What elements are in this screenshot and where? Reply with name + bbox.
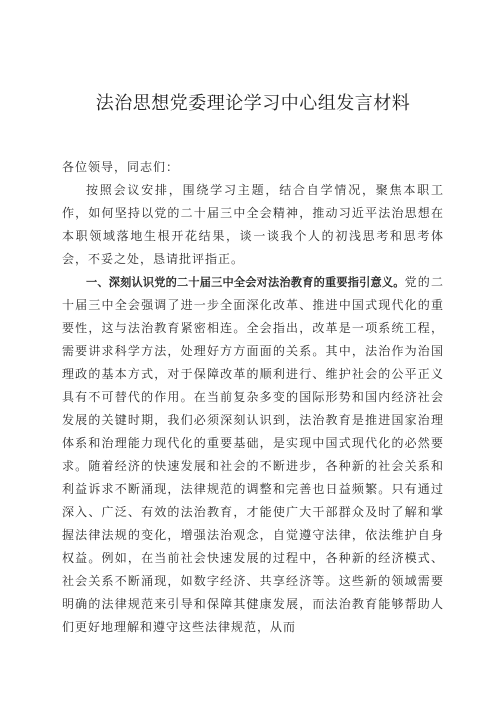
section-1-body: 党的二十届三中全会强调了进一步全面深化改革、推进中国式现代化的重要性，这与法治教育紧密相连。全会指出，改革是一项系统工程，需要讲求科学方法，处理好方方面面的关系。其中，法治作为治国理政的基本方式，对于保障改革的顺利进行、维护社会的公平正义具有不可替代的作用。在当前复杂多变的国际形势和国内经济社会发展的关键时期，我们必须深刻认识到，法治教育是推进国家治理体系和治理能力现代化的重要基础，是实现中国式现代化的必然要求。随着经济的快速发展和社会的不断进步，各种新的社会关系和利益诉求不断涌现，法律规范的调整和完善也日益频繁。只有通过深入、广泛、有效的法治教育，才能使广大干部群众及时了解和掌握法律法规的变化，增强法治观念，自觉遵守法律，依法维护自身权益。例如，在当前社会快速发展的过程中，各种新的经济模式、社会关系不断涌现，如数字经济、共享经济等。这些新的领域需要明确的法律规范来引导和保障其健康发展，而法治教育能够帮助人们更好地理解和遵守这些法律规范，从而	[62, 274, 444, 634]
salutation: 各位领导，同志们：	[62, 160, 180, 174]
document-title: 法治思想党委理论学习中心组发言材料	[95, 93, 411, 114]
intro-paragraph: 按照会议安排，围绕学习主题，结合自学情况，聚焦本职工作，如何坚持以党的二十届三中全会精神，推动习近平法治思想在本职领域落地生根开花结果，谈一谈我个人的初浅思考和思考体会，不妥之处，恳请批评指正。	[62, 182, 444, 266]
section-1-paragraph	[62, 271, 444, 639]
section-1-heading: 一、深刻认识党的二十届三中全会对法治教育的重要指引意义。	[86, 275, 405, 289]
